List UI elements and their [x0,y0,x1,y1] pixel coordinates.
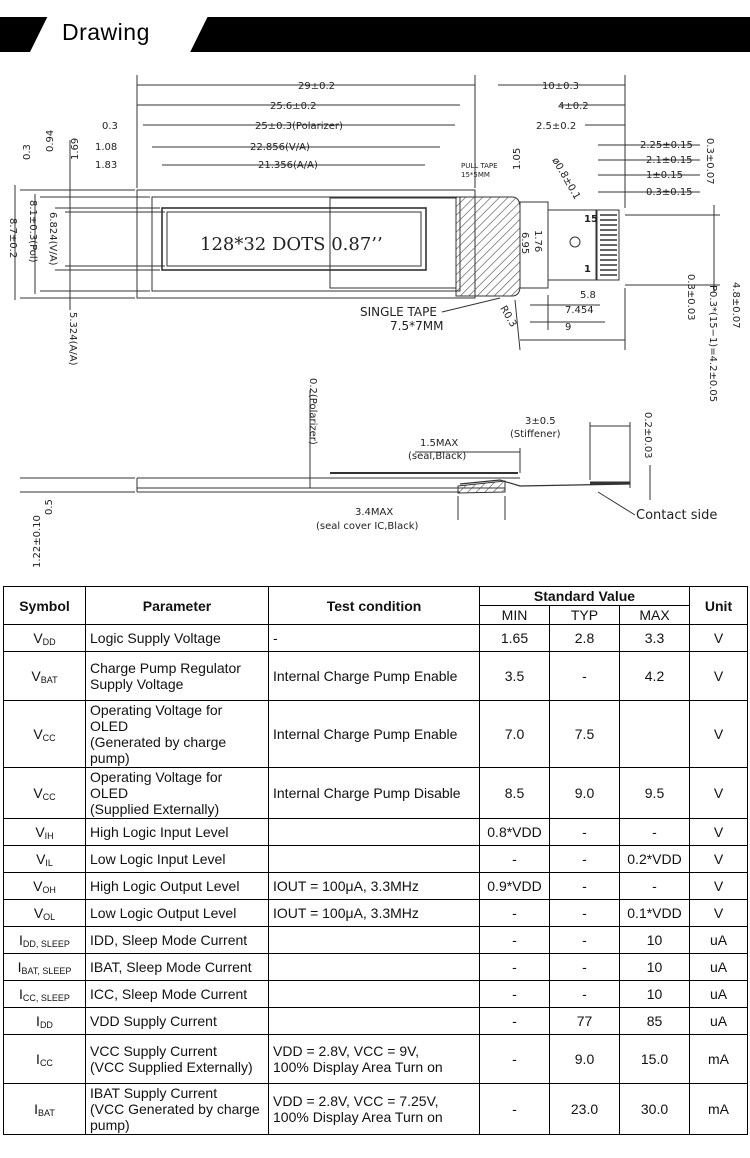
unit-cell [690,954,748,981]
max-cell-line: 10 [646,932,663,948]
typ-cell [550,927,620,954]
typ-cell-line: - [582,824,587,840]
symbol-cell [4,927,86,954]
typ-cell-line: - [582,986,587,1002]
symbol-main: I [34,1100,39,1117]
typ-cell [550,846,620,873]
symbol-main: V [35,823,45,840]
table-row [4,981,748,1008]
table-row [4,768,748,819]
max-cell-line: 15.0 [640,1051,669,1067]
dim-left-0-94: 0.94 [45,129,56,152]
symbol-main: V [33,629,43,646]
unit-cell-line: uA [709,1013,728,1029]
typ-cell [550,981,620,1008]
side-3: 3±0.5 [525,416,556,427]
test-cell [269,846,480,873]
parameter-cell-line: Operating Voltage for OLED [90,769,223,801]
table-row [4,1035,748,1084]
dim-0-3-07: 0.3±0.07 [704,138,715,185]
min-cell-line: - [512,1051,517,1067]
symbol-cell [4,873,86,900]
dim-side-0-5: 0.5 [44,499,55,515]
typ-cell-line: 9.0 [574,785,595,801]
test-cell [269,981,480,1008]
max-cell-line: 9.5 [644,785,665,801]
typ-cell-line: - [582,668,587,684]
symbol-subscript: BAT, SLEEP [21,965,72,976]
min-cell [480,900,550,927]
symbol-subscript: IH [44,830,54,841]
unit-cell-line: V [713,668,724,684]
single-tape-label: SINGLE TAPE [360,305,437,319]
max-cell-line: 0.2*VDD [627,851,682,867]
parameter-cell-line: Low Logic Input Level [90,851,226,867]
parameter-cell [86,981,269,1008]
min-cell [480,1035,550,1084]
symbol-cell [4,981,86,1008]
symbol-subscript: BAT [40,674,58,685]
typ-cell [550,819,620,846]
parameter-cell-line: pump) [90,1117,130,1133]
symbol-cell [4,768,86,819]
symbol-subscript: CC [42,791,56,802]
max-cell-line: 10 [646,959,663,975]
alignment-hole [570,237,580,247]
test-cell-line: VDD = 2.8V, VCC = 9V, [273,1043,420,1059]
dim-left-1-83: 1.83 [95,160,118,171]
header-symbol: Symbol [4,587,86,625]
parameter-cell-line: (Supplied Externally) [90,801,220,817]
symbol-main: I [36,1012,40,1029]
typ-cell-line: - [582,878,587,894]
max-cell-line: - [652,878,657,894]
min-cell [480,1008,550,1035]
table-row [4,819,748,846]
header-unit: Unit [690,587,748,625]
dim-pitch: P0.3*(15−1)=4.2±0.05 [707,285,718,403]
header-standard: Standard Value [480,587,690,606]
min-cell [480,981,550,1008]
mechanical-drawing [0,60,750,580]
unit-cell [690,819,748,846]
test-cell [269,1084,480,1135]
symbol-subscript: CC [39,1057,53,1068]
test-cell-line: VDD = 2.8V, VCC = 7.25V, [273,1093,439,1109]
dim-side-1-22: 1.22±0.10 [32,515,43,568]
max-cell-line: 30.0 [640,1101,669,1117]
test-cell-line: Internal Charge Pump Enable [273,726,458,742]
max-cell [620,873,690,900]
dim-fpc-hole: ø0.8±0.1 [549,156,583,202]
dim-polarizer: 0.2(Polarizer) [307,378,318,445]
symbol-subscript: CC, SLEEP [22,992,70,1003]
dim-29: 29±0.2 [298,81,336,92]
dim-6-824: 6.824(V/A) [47,212,58,266]
unit-cell-line: uA [709,932,728,948]
parameter-cell-line: High Logic Output Level [90,878,240,894]
typ-cell-line: 7.5 [574,726,595,742]
unit-cell-line: V [713,824,724,840]
max-cell [620,1008,690,1035]
dim-fpc-9: 9 [565,322,572,333]
side-1-5max: 1.5MAX [420,438,459,449]
dim-8-7: 8.7±0.2 [7,218,18,259]
min-cell-line: - [512,851,517,867]
symbol-cell [4,1084,86,1135]
min-cell-line: 3.5 [504,668,525,684]
max-cell [620,954,690,981]
parameter-cell-line: High Logic Input Level [90,824,229,840]
test-cell [269,819,480,846]
test-cell [269,652,480,701]
test-cell-line: Internal Charge Pump Enable [273,668,458,684]
table-row [4,1008,748,1035]
min-cell-line: 8.5 [504,785,525,801]
spec-table [3,586,748,1135]
table-row [4,625,748,652]
max-cell [620,625,690,652]
unit-cell-line: V [713,726,724,742]
table-row [4,873,748,900]
pull-tape-size: 15*5MM [461,171,490,179]
dim-fpc-7-454: 7.454 [565,305,594,316]
dim-8-1: 8.1±0.3(Pol) [27,200,38,263]
symbol-cell [4,1035,86,1084]
max-cell [620,927,690,954]
dim-fpc-r0-3: R0.3 [497,304,519,330]
parameter-cell [86,625,269,652]
table-row [4,846,748,873]
symbol-main: I [17,958,22,975]
dim-0-3-03: 0.3±0.03 [685,274,696,321]
symbol-subscript: DD [39,1019,53,1030]
min-cell-line: 1.65 [500,630,529,646]
symbol-cell [4,1008,86,1035]
min-cell [480,873,550,900]
parameter-cell [86,1035,269,1084]
parameter-cell [86,1084,269,1135]
min-cell-line: 0.8*VDD [487,824,542,840]
symbol-cell [4,954,86,981]
max-cell [620,981,690,1008]
symbol-cell [4,701,86,768]
dim-right-2-25: 2.25±0.15 [640,140,693,151]
unit-cell [690,846,748,873]
parameter-cell [86,873,269,900]
symbol-subscript: OL [43,911,56,922]
symbol-main: V [33,877,43,894]
parameter-cell-line: IBAT Supply Current [90,1085,218,1101]
table-row [4,927,748,954]
test-cell [269,1035,480,1084]
page-title: Drawing [62,19,150,45]
parameter-cell [86,768,269,819]
parameter-cell-line: IDD, Sleep Mode Current [90,932,248,948]
test-cell-line: IOUT = 100μA, 3.3MHz [273,878,419,894]
unit-cell-line: V [713,851,724,867]
typ-cell-line: 77 [576,1013,593,1029]
symbol-main: V [33,725,43,742]
unit-cell [690,768,748,819]
pin-1: 1 [584,264,591,275]
min-cell-line: - [512,959,517,975]
max-cell-line: 85 [646,1013,663,1029]
min-cell [480,954,550,981]
display-label: 128*32 DOTS 0.87’’ [200,234,383,255]
dim-22-856: 22.856(V/A) [250,142,310,153]
dim-right-2-1: 2.1±0.15 [646,155,693,166]
min-cell [480,768,550,819]
side-seal-cover: (seal cover IC,Black) [316,521,419,532]
parameter-cell-line: (VCC Supplied Externally) [90,1059,253,1075]
test-cell-line: IOUT = 100μA, 3.3MHz [273,905,419,921]
unit-cell-line: V [713,905,724,921]
symbol-cell [4,625,86,652]
side-seal-black: (seal,Black) [408,451,467,462]
symbol-subscript: IL [45,857,53,868]
side-stiffener: (Stiffener) [510,429,561,440]
symbol-main: V [33,904,44,921]
min-cell [480,652,550,701]
fpc-bend [456,197,520,296]
table-row [4,900,748,927]
test-cell-line: Internal Charge Pump Disable [273,785,461,801]
dim-25-pol: 25±0.3(Polarizer) [255,121,343,132]
max-cell [620,1035,690,1084]
symbol-subscript: DD, SLEEP [22,938,70,949]
header-max: MAX [620,606,690,625]
max-cell [620,768,690,819]
max-cell [620,1084,690,1135]
side-3-4max: 3.4MAX [355,507,394,518]
unit-cell-line: mA [708,1051,729,1067]
dim-left-0-3b: 0.3 [22,144,33,160]
dim-left-1-69: 1.69 [70,137,81,160]
dim-right-1: 1±0.15 [646,170,684,181]
test-cell [269,625,480,652]
max-cell-line: - [652,824,657,840]
test-cell [269,900,480,927]
dim-fpc-6-95: 6.95 [519,232,530,255]
min-cell [480,846,550,873]
symbol-main: V [36,850,46,867]
symbol-subscript: OH [42,884,56,895]
test-cell-line: 100% Display Area Turn on [273,1109,443,1125]
symbol-main: V [33,784,43,801]
max-cell [620,819,690,846]
symbol-main: I [36,1050,40,1067]
dim-fpc-1-05: 1.05 [512,147,523,170]
typ-cell [550,1084,620,1135]
min-cell [480,625,550,652]
typ-cell [550,873,620,900]
test-cell [269,701,480,768]
unit-cell [690,873,748,900]
parameter-cell-line: ICC, Sleep Mode Current [90,986,248,1002]
parameter-cell [86,900,269,927]
min-cell-line: 7.0 [504,726,525,742]
symbol-cell [4,846,86,873]
parameter-cell-line: VCC Supply Current [90,1043,217,1059]
min-cell [480,819,550,846]
table-row [4,1084,748,1135]
min-cell-line: 0.9*VDD [487,878,542,894]
parameter-cell [86,701,269,768]
symbol-main: V [31,667,41,684]
typ-cell-line: 2.8 [574,630,595,646]
symbol-subscript: BAT [38,1107,55,1118]
max-cell-line: 4.2 [644,668,665,684]
min-cell-line: - [512,932,517,948]
symbol-subscript: DD [42,636,56,647]
dim-4: 4±0.2 [558,101,589,112]
unit-cell-line: V [713,785,724,801]
parameter-cell-line: VDD Supply Current [90,1013,217,1029]
parameter-cell-line: Low Logic Output Level [90,905,237,921]
dim-left-0-3: 0.3 [102,121,118,132]
dim-21-356: 21.356(A/A) [258,160,318,171]
parameter-cell-line: Charge Pump Regulator [90,660,241,676]
unit-cell [690,981,748,1008]
max-cell [620,652,690,701]
typ-cell-line: 9.0 [574,1051,595,1067]
dim-10: 10±0.3 [542,81,580,92]
table-row [4,701,748,768]
parameter-cell-line: (Generated by charge pump) [90,734,227,766]
table-row [4,652,748,701]
unit-cell [690,1035,748,1084]
max-cell [620,900,690,927]
test-cell [269,768,480,819]
header-parameter: Parameter [86,587,269,625]
max-cell-line: 3.3 [644,630,665,646]
unit-cell [690,927,748,954]
unit-cell [690,625,748,652]
min-cell-line: - [512,1101,517,1117]
parameter-cell [86,1008,269,1035]
header-min: MIN [480,606,550,625]
min-cell-line: - [512,986,517,1002]
test-cell [269,927,480,954]
symbol-cell [4,652,86,701]
min-cell-line: - [512,905,517,921]
typ-cell [550,768,620,819]
max-cell [620,701,690,768]
typ-cell-line: - [582,932,587,948]
parameter-cell [86,954,269,981]
dim-left-1-08: 1.08 [95,142,118,153]
dim-5-324: 5.324(A/A) [67,312,78,366]
typ-cell-line: - [582,959,587,975]
test-cell [269,1008,480,1035]
max-cell-line: 0.1*VDD [627,905,682,921]
typ-cell-line: - [582,851,587,867]
unit-cell-line: V [713,630,724,646]
typ-cell [550,701,620,768]
test-cell-line: 100% Display Area Turn on [273,1059,443,1075]
header-test: Test condition [269,587,480,625]
dim-right-0-3: 0.3±0.15 [646,187,693,198]
dim-4-8: 4.8±0.07 [730,282,741,329]
dim-25-6: 25.6±0.2 [270,101,317,112]
unit-cell [690,652,748,701]
dim-fpc-1-76: 1.76 [532,230,543,253]
typ-cell [550,1035,620,1084]
test-cell-line: - [273,630,278,646]
unit-cell [690,701,748,768]
unit-cell [690,1084,748,1135]
dim-fpc-5-8: 5.8 [580,290,596,301]
unit-cell-line: uA [709,959,728,975]
header-typ: TYP [550,606,620,625]
unit-cell [690,900,748,927]
typ-cell [550,652,620,701]
dim-2-5: 2.5±0.2 [536,121,577,132]
max-cell [620,846,690,873]
parameter-cell-line: Logic Supply Voltage [90,630,221,646]
symbol-cell [4,819,86,846]
typ-cell-line: - [582,905,587,921]
max-cell-line: 10 [646,986,663,1002]
table-row [4,954,748,981]
symbol-main: I [19,931,23,948]
symbol-cell [4,900,86,927]
contact-side-label: Contact side [636,508,718,523]
parameter-cell-line: (VCC Generated by charge [90,1101,260,1117]
parameter-cell [86,846,269,873]
typ-cell [550,1008,620,1035]
single-tape-size: 7.5*7MM [390,319,444,333]
parameter-cell [86,819,269,846]
spec-body [4,625,748,1135]
symbol-subscript: CC [42,732,56,743]
unit-cell-line: V [713,878,724,894]
pull-tape-label: PULL TAPE [461,162,498,170]
unit-cell [690,1008,748,1035]
unit-cell-line: uA [709,986,728,1002]
min-cell [480,927,550,954]
typ-cell-line: 23.0 [570,1101,599,1117]
typ-cell [550,900,620,927]
symbol-main: I [19,985,23,1002]
parameter-cell-line: Operating Voltage for OLED [90,702,223,734]
parameter-cell [86,652,269,701]
pin-15: 15 [584,214,598,225]
min-cell-line: - [512,1013,517,1029]
test-cell [269,873,480,900]
unit-cell-line: mA [708,1101,729,1117]
typ-cell [550,954,620,981]
parameter-cell-line: Supply Voltage [90,676,184,692]
min-cell [480,701,550,768]
parameter-cell-line: IBAT, Sleep Mode Current [90,959,252,975]
test-cell [269,954,480,981]
parameter-cell [86,927,269,954]
min-cell [480,1084,550,1135]
dim-0-2-03: 0.2±0.03 [642,412,653,459]
typ-cell [550,625,620,652]
